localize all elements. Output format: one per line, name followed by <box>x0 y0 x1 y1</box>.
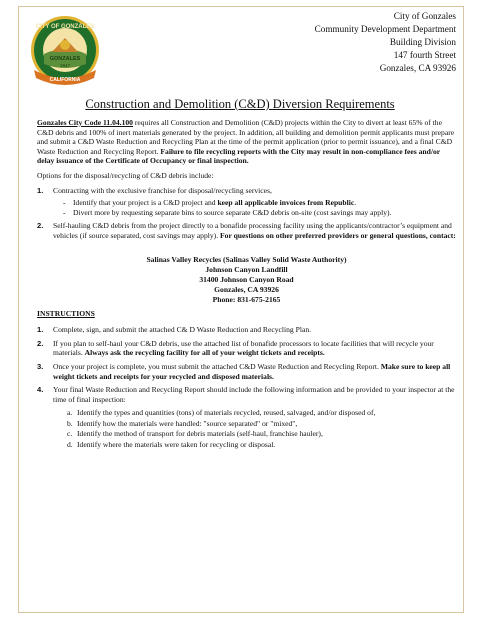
address-line: Gonzales, CA 93926 <box>379 63 456 73</box>
option-1-subitem: - Divert more by requesting separate bins to source separate C&D debris on-site (cost savings may apply). <box>63 207 392 217</box>
address-line: Building Division <box>389 37 456 47</box>
intro-paragraph: Gonzales City Code 11.04.100 requires all Construction and Demolition (C&D) projects within the City to divert at least 65% of the C&D debris and 100% of inert materials generated by the project. In addition, all building and demolition permit applicants must prepare and submit a C&D Waste Reduction and Recycling Plan at the time of the permit application (prior to permit issuance), and a final C&D Waste Reduction and Recycling Report. Failure to file recycling reports with the City may result in non-compliance fees and/or delay issuance of the Certificate of Occupancy or final inspection. <box>37 118 455 166</box>
options-intro: Options for the disposal/recycling of C&D debris include: <box>37 170 214 180</box>
instruction-item-3: 3. Once your project is complete, you must submit the attached C&D Waste Reduction and Recycling Report. Make sure to keep all weight tickets and receipts for your recycled and disposed materials. <box>37 361 451 381</box>
list-item: d. Identify where the materials were taken for recycling or disposal. <box>67 440 276 450</box>
page-title: Construction and Demolition (C&D) Diversion Requirements <box>85 97 395 111</box>
address-line: 147 fourth Street <box>393 50 456 60</box>
option-1-subitem: - Identify that your project is a C&D project and keep all applicable invoices from Republic. <box>63 198 357 208</box>
seal-ribbon-text: CALIFORNIA <box>49 77 81 83</box>
address-line: City of Gonzales <box>393 11 456 21</box>
city-seal-logo <box>28 14 102 88</box>
option-item-2: 2. Self-hauling C&D debris from the project directly to a bonafide processing facility using the applicants/contractor’s equipment and vehicles (if source separated, cost savings may apply). For questions on other preferred providers or general questions, contact: <box>37 221 456 240</box>
instruction-item-4: 4. Your final Waste Reduction and Recycling Report should include the following information and be provided to your inspector at the time of final inspection: <box>37 385 455 404</box>
department-address <box>315 10 456 75</box>
report-requirements-list <box>37 408 456 449</box>
seal-year: 1947 <box>59 63 71 68</box>
facility-contact-block: Salinas Valley Recycles (Salinas Valley Solid Waste Authority) Johnson Canyon Landfill 31400 Johnson Canyon Road Gonzales, CA 93926 Phone: 831-675-2165 <box>37 255 456 305</box>
city-code-ref: Gonzales City Code 11.04.100 <box>37 118 133 127</box>
address-line: Community Development Department <box>314 24 456 34</box>
instructions-heading: INSTRUCTIONS <box>37 308 95 318</box>
seal-center-text: GONZALES <box>49 56 81 62</box>
list-item: b. Identify how the materials were handled: "source separated" or "mixed", <box>67 418 298 428</box>
list-item: a. Identify the types and quantities (tons) of materials recycled, reused, salvaged, and/or disposed of, <box>67 408 376 418</box>
facility-phone: Phone: 831-675-2165 <box>212 294 281 304</box>
document-body <box>37 118 456 451</box>
seal-top-text: CITY OF GONZALES <box>35 24 95 30</box>
option-item-1: 1. Contracting with the exclusive franchise for disposal/recycling services, <box>37 185 272 195</box>
instruction-item-1: 1. Complete, sign, and submit the attached C& D Waste Reduction and Recycling Plan. <box>37 325 312 335</box>
instruction-item-2: 2. If you plan to self-haul your C&D debris, use the attached list of bonafide processors to locate facilities that will recycle your materials. Always ask the recycling facility for all of your weight tickets and receipts. <box>37 338 434 358</box>
list-item: c. Identify the method of transport for debris materials (self-haul, franchise hauler), <box>67 429 323 439</box>
